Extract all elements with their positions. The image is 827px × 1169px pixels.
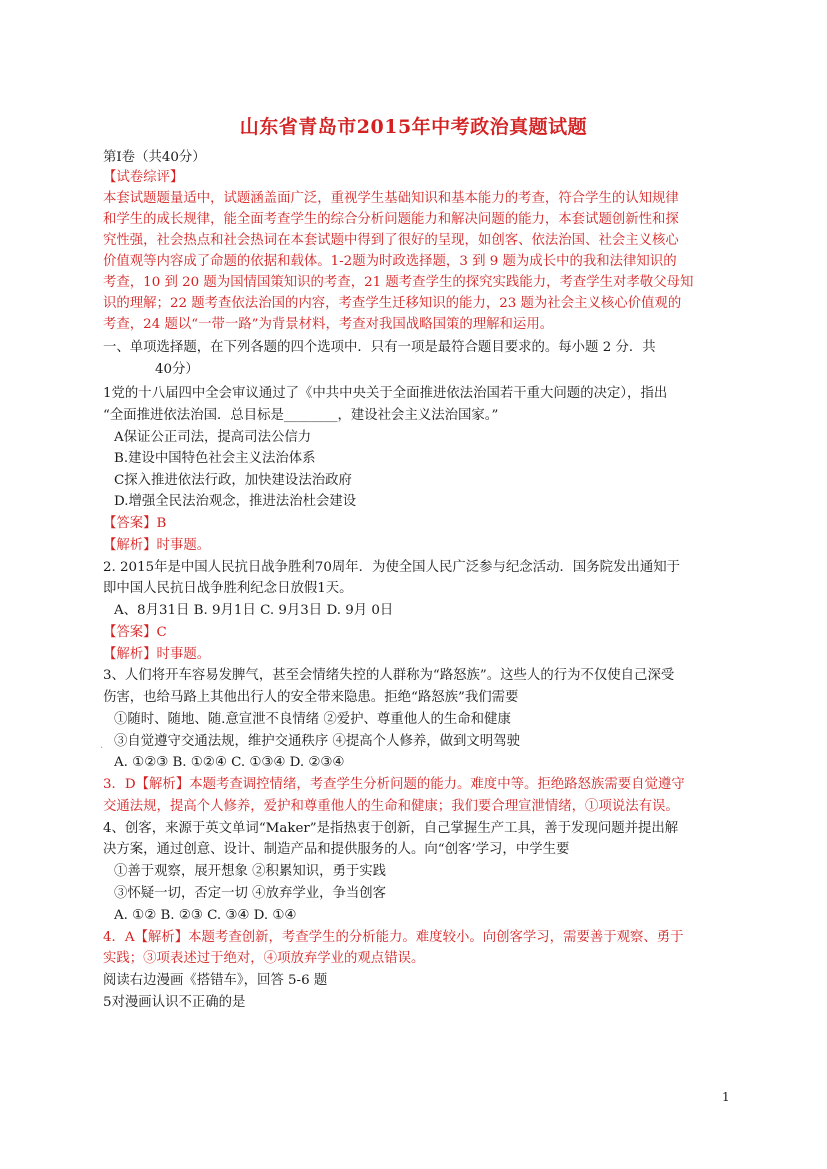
question-1-option: C探入推进依法行政，加快建设法治政府 <box>114 473 352 488</box>
question-2-options: A、8月31日 B. 9月1日 C. 9月3日 D. 9月 0日 <box>114 603 394 618</box>
stray-mark: . <box>100 740 104 751</box>
document-title: 山东省青岛市2015年中考政治真题试题 <box>239 116 588 138</box>
question-5-stem: 5对漫画认识不正确的是 <box>103 995 246 1010</box>
question-2-analysis: 【解析】时事题。 <box>103 647 211 662</box>
question-4-items: ③怀疑一切，否定一切 ④放弃学业，争当创客 <box>114 886 387 901</box>
question-3-items: ③自觉遵守交通法规，维护交通秩序 ④提高个人修养，做到文明驾驶 <box>114 734 520 749</box>
question-2-stem: 2. 2015年是中国人民抗日战争胜利70周年．为使全国人民广泛参与纪念活动．国务院发出通知于 <box>103 560 680 575</box>
question-4-items: ①善于观察，展开想象 ②积累知识，勇于实践 <box>114 864 387 879</box>
review-line: 考查，24 题以“一带一路”为背景材料，考查对我国战略国策的理解和运用。 <box>103 317 554 332</box>
question-3-stem: 伤害，也给马路上其他出行人的安全带来隐患。拒绝“路怒族”我们需要 <box>103 690 519 705</box>
comic-intro: 阅读右边漫画《搭错车》，回答 5-6 题 <box>103 973 328 988</box>
section-heading-cont: 40分） <box>155 362 199 377</box>
question-1-option: D.增强全民法治观念，推进法治杜会建设 <box>114 494 357 509</box>
review-line: 识的理解；22 题考查依法治国的内容，考查学生迁移知识的能力，23 题为社会主义核心价值观的 <box>103 296 682 311</box>
question-4-options: A. ①② B. ②③ C. ③④ D. ①④ <box>114 908 297 923</box>
question-1-option: B.建设中国特色社会主义法治体系 <box>114 451 316 466</box>
question-3-items: ①随时、随地、随.意宣泄不良情绪 ②爱护、尊重他人的生命和健康 <box>114 712 511 727</box>
question-1-answer: 【答案】B <box>103 516 167 531</box>
question-2-answer: 【答案】C <box>103 625 167 640</box>
question-3-options: A. ①②③ B. ①②④ C. ①③④ D. ②③④ <box>114 755 345 770</box>
question-1-analysis: 【解析】时事题。 <box>103 538 211 553</box>
question-1-stem: 1党的十八届四中全会审议通过了《中共中央关于全面推进依法治国若干重大问题的决定），指出 <box>103 386 668 401</box>
question-3-stem: 3、人们将开车容易发脾气，甚至会情绪失控的人群称为“路怒族”。这些人的行为不仅使自己深受 <box>103 668 675 683</box>
review-line: 究性强，社会热点和社会热词在本套试题中得到了很好的呈现，如创客、依法治国、社会主义核心 <box>103 233 679 248</box>
question-4-solution: 实践；③项表述过于绝对，④项放弃学业的观点错误。 <box>103 951 425 966</box>
section-heading: 一、单项选择题，在下列各题的四个选项中．只有一项是最符合题目要求的。每小题 2 分．共 <box>103 340 656 355</box>
question-3-solution: 3．D【解析】本题考查调控情绪，考查学生分析问题的能力。难度中等。拒绝路怒族需要自觉遵守 <box>103 777 685 792</box>
review-line: 本套试题题量适中，试题涵盖面广泛，重视学生基础知识和基本能力的考查，符合学生的认知规律 <box>103 191 679 206</box>
question-1-option: A保证公正司法，提高司法公信力 <box>114 430 312 445</box>
question-4-stem: 4、创客，来源于英文单词“Maker”是指热衷于创新，自己掌握生产工具，善于发现问题并提出解 <box>103 821 679 836</box>
review-line: 价值观等内容成了命题的依据和载体。1-2题为时政选择题，3 到 9 题为成长中的我和法律知识的 <box>103 254 677 269</box>
question-3-solution: 交通法规，提高个人修养，爱护和尊重他人的生命和健康；我们要合理宣泄情绪，①项说法有误。 <box>103 799 679 814</box>
part-heading: 第Ⅰ卷（共40分） <box>103 150 206 165</box>
review-line: 和学生的成长规律，能全面考查学生的综合分析问题能力和解决问题的能力，本套试题创新性和探 <box>103 212 679 227</box>
review-label: 【试卷综评】 <box>103 170 184 185</box>
question-4-solution: 4．A【解析】本题考查创新，考查学生的分析能力。难度较小。向创客学习，需要善于观察、勇于 <box>103 930 684 945</box>
question-1-stem: “全面推进依法治国．总目标是________，建设社会主义法治国家。” <box>103 408 499 423</box>
question-2-stem: 即中国人民抗日战争胜利纪念日放假1天。 <box>103 581 353 596</box>
page-number: 1 <box>722 1090 730 1104</box>
review-line: 考查，10 到 20 题为国情国策知识的考查，21 题考查学生的探究实践能力，考查学生对孝敬父母知 <box>103 275 694 290</box>
question-4-stem: 决方案，通过创意、设计、制造产品和提供服务的人。向“创客’学习，中学生要 <box>103 842 570 857</box>
